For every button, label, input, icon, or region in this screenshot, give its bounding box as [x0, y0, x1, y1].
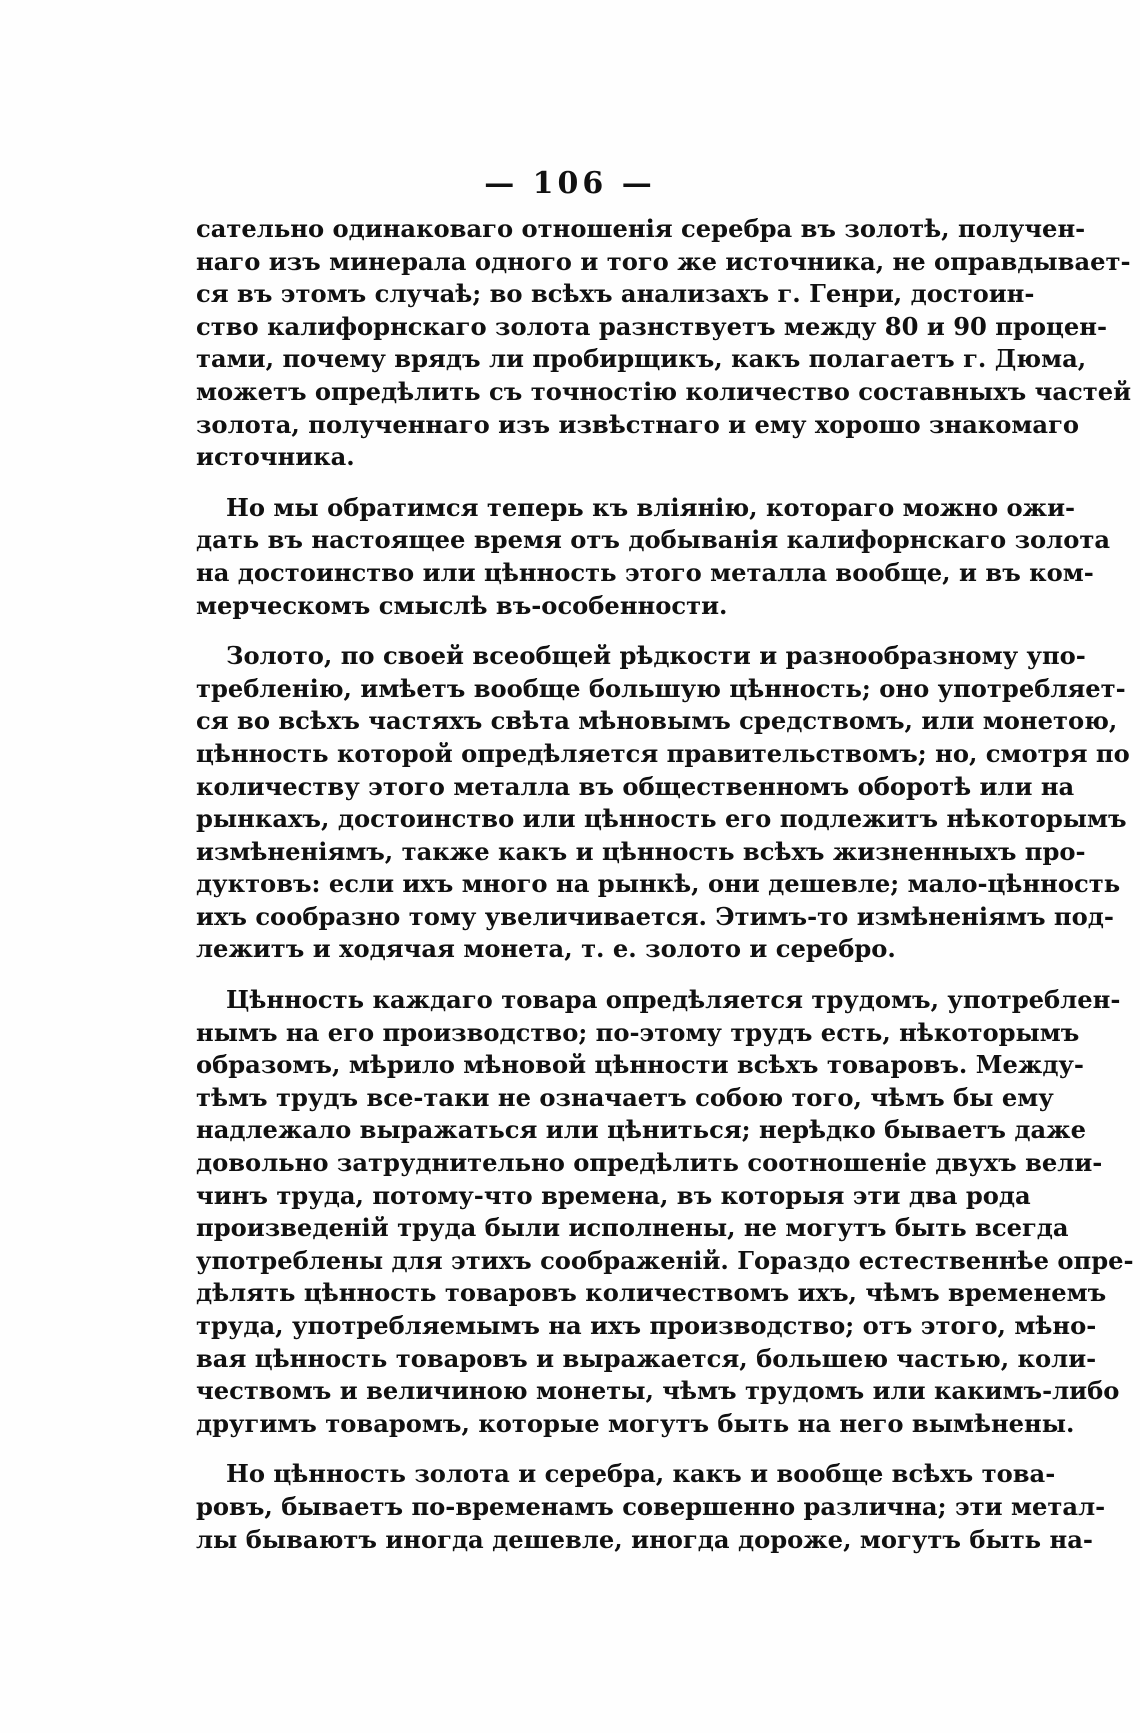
text-line: Но цѣнность золота и серебра, какъ и вообще всѣхъ това- — [226, 1459, 1056, 1489]
text-line: употреблены для этихъ соображеній. Гораздо естественнѣе опре- — [196, 1245, 1134, 1275]
page-number: — 106 — — [484, 166, 656, 201]
text-line: образомъ, мѣрило мѣновой цѣнности всѣхъ товаровъ. Между- — [196, 1050, 1084, 1080]
text-line: наго изъ минерала одного и того же источника, не оправдывает- — [196, 246, 1131, 276]
paragraph-gap — [196, 966, 962, 984]
text-line: вая цѣнность товаровъ и выражается, большею частью, коли- — [196, 1343, 1097, 1373]
text-line: цѣнность которой опредѣляется правительствомъ; но, смотря по — [196, 738, 1130, 768]
text-line: количеству этого металла въ общественномъ оборотѣ или на — [196, 771, 1075, 801]
text-line: дуктовъ: если ихъ много на рынкѣ, они дешевле; мало-цѣнность — [196, 869, 1121, 899]
text-line: рынкахъ, достоинство или цѣнность его подлежитъ нѣкоторымъ — [196, 804, 1127, 834]
text-line: нымъ на его производство; по-этому трудъ есть, нѣкоторымъ — [196, 1017, 1080, 1047]
text-line: ся во всѣхъ частяхъ свѣта мѣновымъ средствомъ, или монетою, — [196, 706, 1118, 736]
text-line: измѣненіямъ, также какъ и цѣнность всѣхъ жизненныхъ про- — [196, 836, 1086, 866]
text-line: дать въ настоящее время отъ добыванія калифорнскаго золота — [196, 525, 1111, 555]
text-line: Цѣнность каждаго товара опредѣляется трудомъ, употреблен- — [226, 985, 1121, 1015]
text-line: на достоинство или цѣнность этого металла вообще, и въ ком- — [196, 557, 1094, 587]
text-line: труда, употребляемымъ на ихъ производство; отъ этого, мѣно- — [196, 1311, 1097, 1340]
text-line: сательно одинаковаго отношенія серебра въ золотѣ, получен- — [196, 214, 1086, 243]
text-line: Но мы обратимся теперь къ вліянію, котораго можно ожи- — [226, 492, 1076, 522]
text-line: требленію, имѣетъ вообще большую цѣнность; оно употребляет- — [196, 673, 1126, 703]
text-line: источника. — [196, 442, 355, 472]
text-line: дѣлять цѣнность товаровъ количествомъ ихъ, чѣмъ временемъ — [196, 1278, 1107, 1308]
body-text — [196, 213, 1134, 1556]
text-line: ство калифорнскаго золота разнствуетъ между 80 и 90 процен- — [196, 311, 1108, 341]
text-line: ихъ сообразно тому увеличивается. Этимъ-то измѣненіямъ под- — [196, 901, 1114, 931]
text-line: надлежало выражаться или цѣниться; нерѣдко бываетъ даже — [196, 1115, 1086, 1145]
text-line: тѣмъ трудъ все-таки не означаетъ собою того, чѣмъ бы ему — [196, 1082, 1054, 1112]
text-line: довольно затруднительно опредѣлить соотношеніе двухъ вели- — [196, 1148, 1103, 1178]
text-line: ся въ этомъ случаѣ; во всѣхъ анализахъ г. Генри, достоин- — [196, 279, 1035, 309]
text-line: другимъ товаромъ, которые могутъ быть на него вымѣнены. — [196, 1408, 1075, 1438]
text-line: чествомъ и величиною монеты, чѣмъ трудомъ или какимъ-либо — [196, 1376, 1120, 1406]
text-line: произведеній труда были исполнены, не могутъ быть всегда — [196, 1213, 1069, 1243]
text-line: тами, почему врядъ ли пробирщикъ, какъ полагаетъ г. Дюма, — [196, 344, 1087, 374]
paragraph-gap — [196, 622, 962, 640]
text-line: Золото, по своей всеобщей рѣдкости и разнообразному упо- — [226, 641, 1086, 671]
paragraph-gap — [196, 474, 962, 492]
text-line: золота, полученнаго изъ извѣстнаго и ему хорошо знакомаго — [196, 409, 1080, 439]
text-line: чинъ труда, потому-что времена, въ которыя эти два рода — [196, 1180, 1031, 1210]
text-line: можетъ опредѣлить съ точностію количество составныхъ частей — [196, 376, 1132, 406]
text-line: лы бываютъ иногда дешевле, иногда дороже, могутъ быть на- — [196, 1524, 1093, 1554]
paragraph-gap — [196, 1440, 962, 1458]
text-line: лежитъ и ходячая монета, т. е. золото и серебро. — [196, 934, 896, 964]
text-line: ровъ, бываетъ по-временамъ совершенно различна; эти метал- — [196, 1491, 1106, 1521]
text-line: мерческомъ смыслѣ въ-особенности. — [196, 590, 728, 620]
